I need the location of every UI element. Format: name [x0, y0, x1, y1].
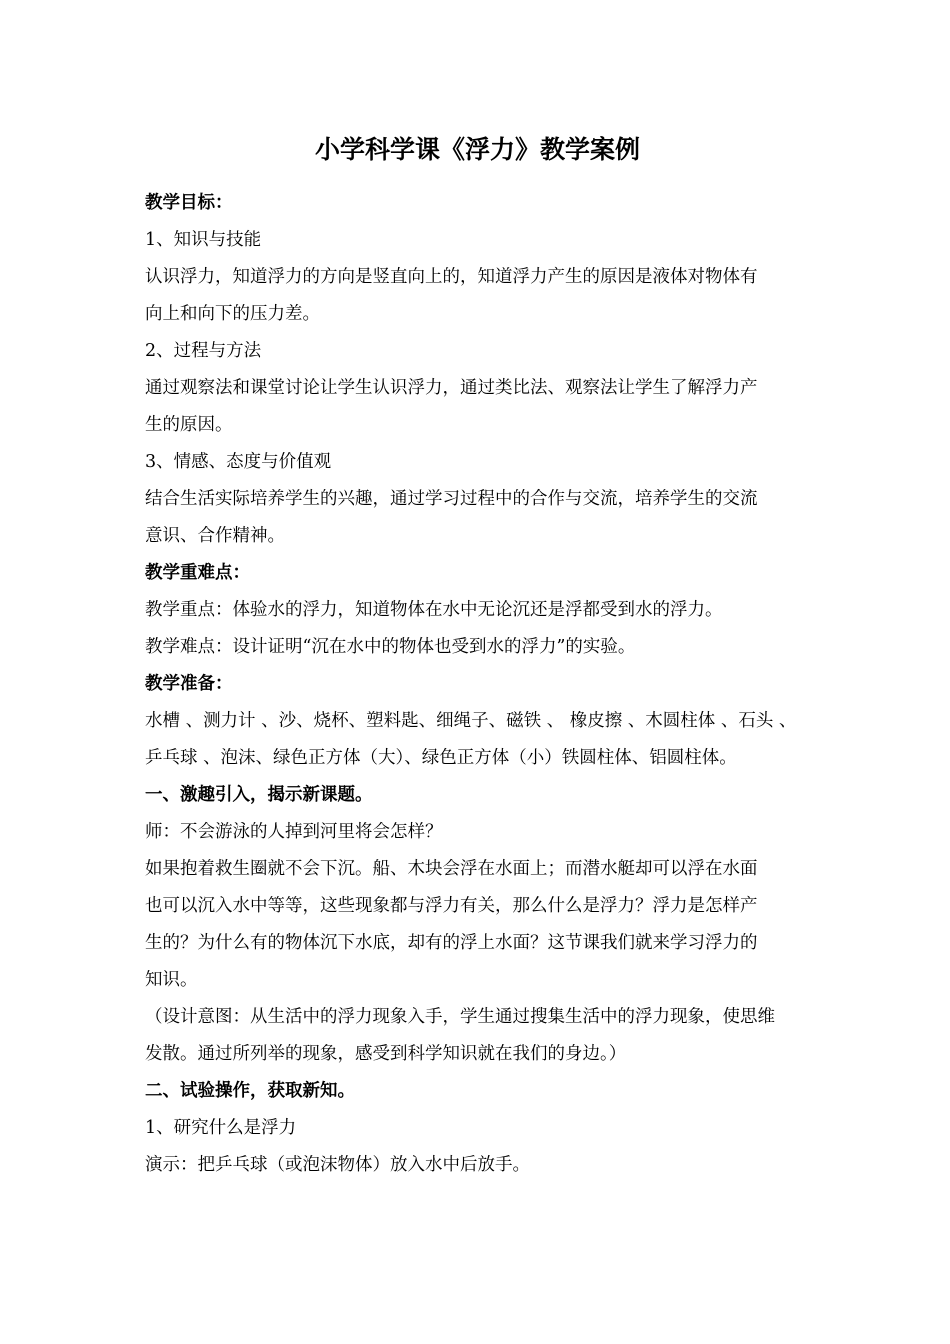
- paragraph-line: 生的？为什么有的物体沉下水底，却有的浮上水面？这节课我们就来学习浮力的: [145, 933, 758, 953]
- paragraph-line: 知识。: [145, 970, 198, 990]
- paragraph-line: 如果抱着救生圈就不会下沉。船、木块会浮在水面上；而潜水艇却可以浮在水面: [145, 859, 758, 879]
- section-heading: 二、试验操作，获取新知。: [145, 1081, 355, 1101]
- paragraph-line: （设计意图：从生活中的浮力现象入手，学生通过搜集生活中的浮力现象，使思维: [145, 1007, 775, 1027]
- paragraph-line: 师：不会游泳的人掉到河里将会怎样？: [145, 822, 443, 842]
- paragraph-line: 教学重点：体验水的浮力，知道物体在水中无论沉还是浮都受到水的浮力。: [145, 600, 723, 620]
- paragraph-line: 演示：把乒乓球（或泡沫物体）放入水中后放手。: [145, 1155, 530, 1175]
- paragraph-line: 2、过程与方法: [145, 341, 262, 361]
- paragraph-line: 通过观察法和课堂讨论让学生认识浮力，通过类比法、观察法让学生了解浮力产: [145, 378, 758, 398]
- paragraph-line: 认识浮力，知道浮力的方向是竖直向上的，知道浮力产生的原因是液体对物体有: [145, 267, 758, 287]
- paragraph-line: 意识、合作精神。: [145, 526, 285, 546]
- section-heading: 教学重难点：: [145, 563, 250, 583]
- paragraph-line: 教学难点：设计证明“沉在水中的物体也受到水的浮力”的实验。: [145, 637, 636, 657]
- paragraph-line: 结合生活实际培养学生的兴趣，通过学习过程中的合作与交流，培养学生的交流: [145, 489, 758, 509]
- paragraph-line: 3、情感、态度与价值观: [145, 452, 332, 472]
- paragraph-line: 也可以沉入水中等等，这些现象都与浮力有关，那么什么是浮力？浮力是怎样产: [145, 896, 758, 916]
- paragraph-line: 1、研究什么是浮力: [145, 1118, 297, 1138]
- section-heading: 教学准备：: [145, 674, 233, 694]
- paragraph-line: 向上和向下的压力差。: [145, 304, 320, 324]
- paragraph-line: 1、知识与技能: [145, 230, 262, 250]
- section-heading: 一、激趣引入，揭示新课题。: [145, 785, 373, 805]
- paragraph-line: 乒乓球 、泡沫、绿色正方体（大）、绿色正方体（小）铁圆柱体、铝圆柱体。: [145, 748, 737, 768]
- document-title: 小学科学课《浮力》教学案例: [314, 135, 640, 164]
- document-body: [145, 185, 810, 1184]
- section-heading: 教学目标：: [145, 193, 233, 213]
- paragraph-line: 发散。通过所列举的现象，感受到科学知识就在我们的身边。）: [145, 1044, 627, 1064]
- paragraph-line: 生的原因。: [145, 415, 233, 435]
- paragraph-line: 水槽 、测力计 、沙、烧杯、塑料匙、细绳子、磁铁 、 橡皮擦 、木圆柱体 、石头 、: [145, 711, 797, 731]
